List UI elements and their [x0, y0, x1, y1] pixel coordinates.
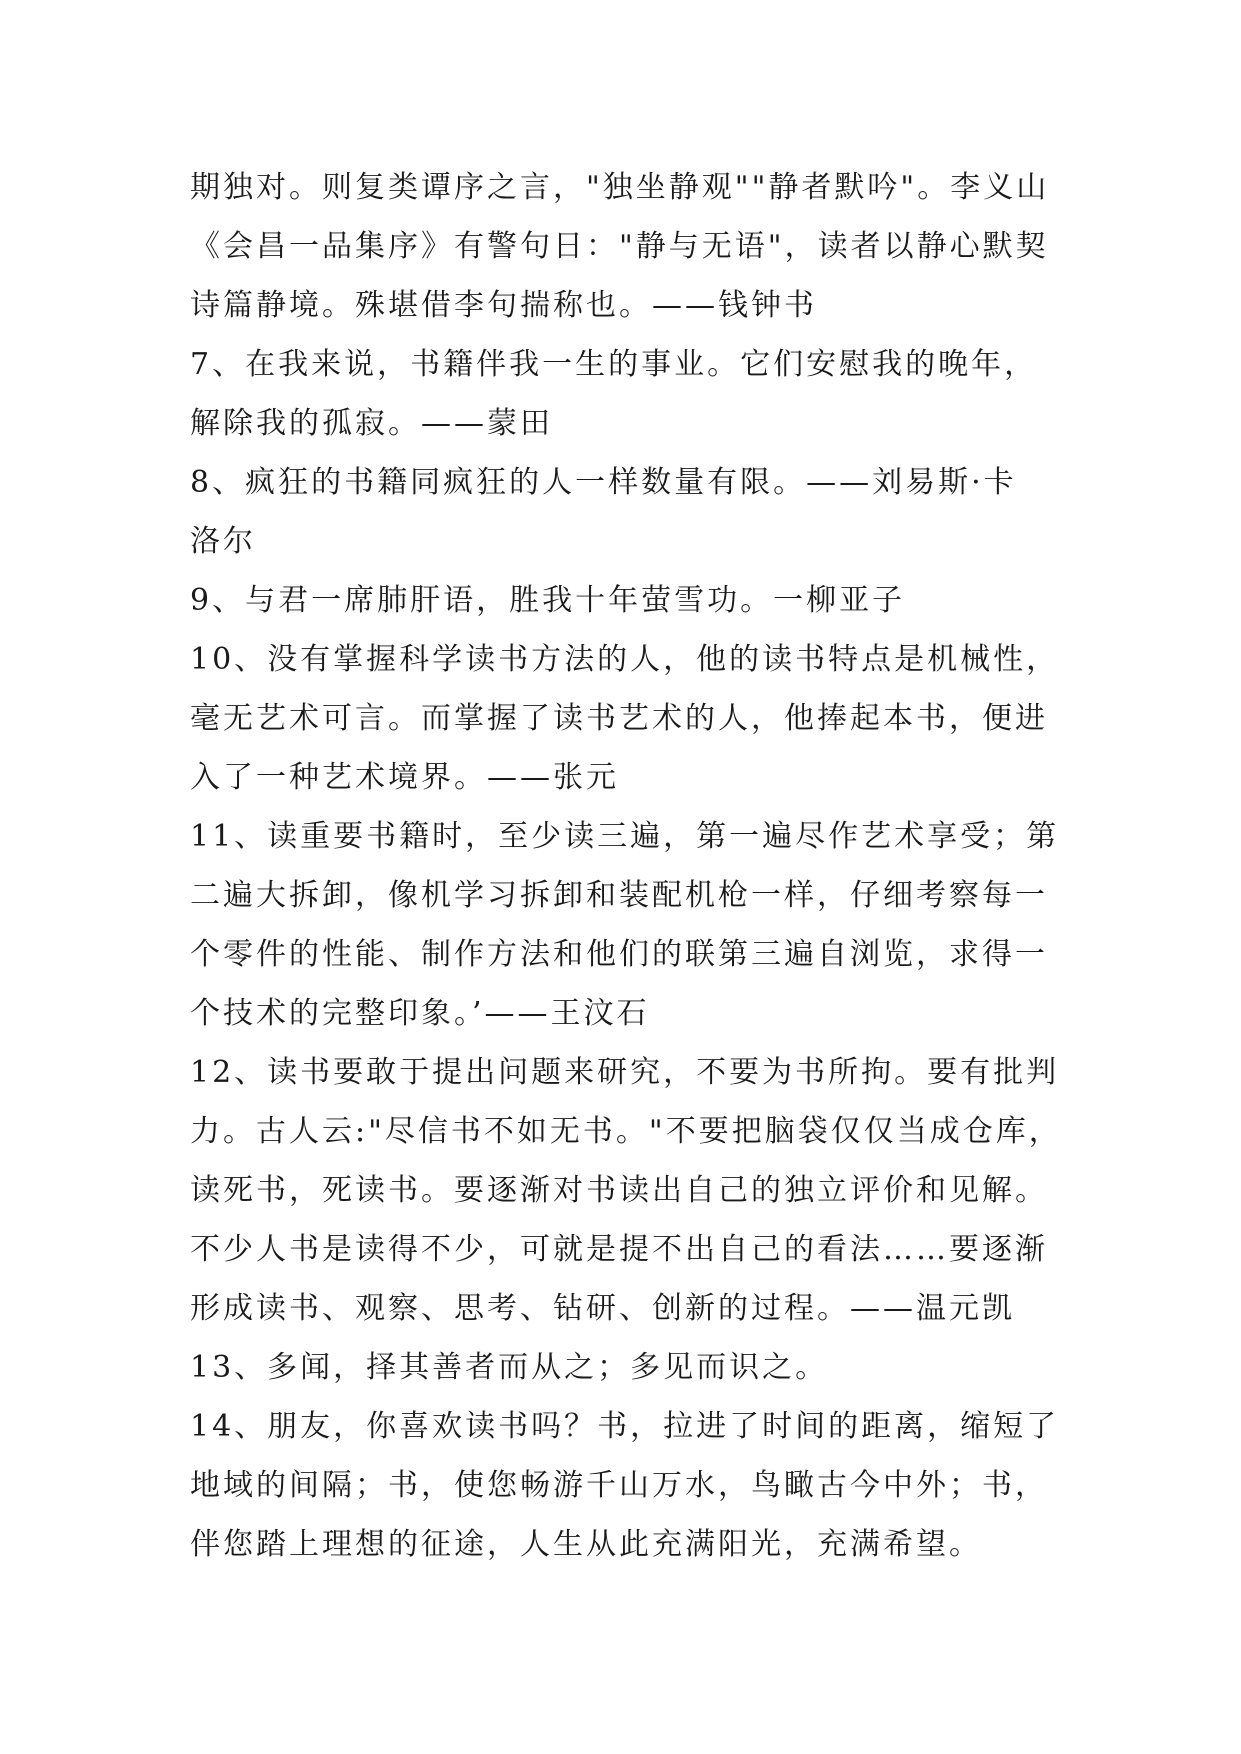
text-line: 不少人书是读得不少，可就是提不出自己的看法……要逐渐 [190, 1232, 1048, 1267]
text-line: 毫无艺术可言。而掌握了读书艺术的人，他捧起本书，便进 [190, 701, 1048, 736]
text-line: 《会昌一品集序》有警句日："静与无语"，读者以静心默契 [190, 229, 1049, 264]
text-line: 形成读书、观察、思考、钻研、创新的过程。——温元凯 [190, 1291, 1015, 1326]
text-line: 地域的间隔；书，使您畅游千山万水，鸟瞰古今中外；书， [190, 1468, 1048, 1503]
text-line: 9、与君一席肺肝语，胜我十年萤雪功。一柳亚子 [190, 583, 906, 618]
text-line: 解除我的孤寂。——蒙田 [190, 406, 553, 441]
text-line: 8、疯狂的书籍同疯狂的人一样数量有限。——刘易斯·卡 [190, 465, 1017, 500]
text-line: 力。古人云:"尽信书不如无书。"不要把脑袋仅仅当成仓库， [190, 1114, 1062, 1149]
text-line: 13、多闻，择其善者而从之；多见而识之。 [190, 1350, 829, 1385]
text-line: 12、读书要敢于提出问题来研究，不要为书所拘。要有批判 [190, 1055, 1060, 1090]
text-line: 读死书，死读书。要逐渐对书读出自己的独立评价和见解。 [190, 1173, 1048, 1208]
text-line: 诗篇静境。殊堪借李句揣称也。——钱钟书 [190, 288, 817, 323]
text-line: 11、读重要书籍时，至少读三遍，第一遍尽作艺术享受；第 [190, 819, 1060, 854]
text-line: 7、在我来说，书籍伴我一生的事业。它们安慰我的晚年， [190, 347, 1038, 382]
text-line: 14、朋友，你喜欢读书吗？书，拉进了时间的距离，缩短了 [190, 1409, 1060, 1444]
text-line: 期独对。则复类谭序之言，"独坐静观""静者默吟"。李义山 [190, 170, 1050, 205]
text-line: 个零件的性能、制作方法和他们的联第三遍自浏览，求得一 [190, 937, 1048, 972]
text-line: 伴您踏上理想的征途，人生从此充满阳光，充满希望。 [190, 1527, 982, 1562]
text-line: 洛尔 [190, 524, 256, 559]
text-line: 10、没有掌握科学读书方法的人，他的读书特点是机械性， [190, 642, 1060, 677]
text-line: 入了一种艺术境界。——张元 [190, 760, 619, 795]
text-line: 个技术的完整印象。’——王汶石 [190, 996, 650, 1031]
text-line: 二遍大拆卸，像机学习拆卸和装配机枪一样，仔细考察每一 [190, 878, 1048, 913]
document-body [190, 158, 1060, 1574]
